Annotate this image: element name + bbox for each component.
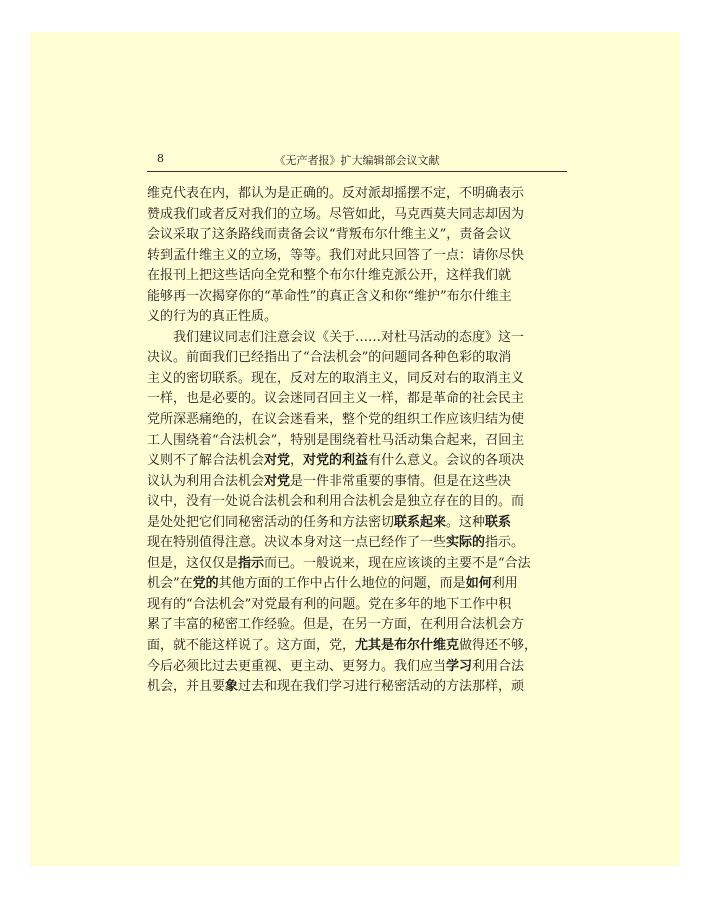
emphasis-text: 实际的 bbox=[446, 535, 486, 551]
text-line bbox=[147, 410, 567, 431]
text-line bbox=[147, 348, 567, 369]
text-segment: 而已。一般说来，现在应该谈的主要不是“合法 bbox=[264, 555, 531, 571]
text-line bbox=[147, 246, 567, 267]
text-line bbox=[147, 513, 567, 534]
text-line bbox=[147, 225, 567, 246]
text-segment: 累了丰富的秘密工作经验。但是，在另一方面，在利用合法机会方 bbox=[147, 617, 525, 633]
emphasis-text: 对党 bbox=[264, 473, 291, 489]
text-segment: 面，就不能这样说了。这方面，党， bbox=[147, 638, 356, 654]
emphasis-text: 如何 bbox=[465, 576, 492, 592]
text-segment: 一样，也是必要的。议会迷同召回主义一样，都是革命的社会民主 bbox=[147, 391, 525, 407]
page-number: 8 bbox=[157, 152, 164, 165]
running-header bbox=[147, 149, 567, 172]
emphasis-text: 指示 bbox=[238, 555, 265, 571]
text-segment: 利用合法 bbox=[472, 658, 525, 674]
text-line bbox=[147, 595, 567, 616]
text-segment: 在报刊上把这些话向全党和整个布尔什维克派公开，这样我们就 bbox=[147, 268, 512, 284]
text-line bbox=[147, 451, 567, 472]
text-segment: 赞成我们或者反对我们的立场。尽管如此，马克西莫夫同志却因为 bbox=[147, 206, 525, 222]
text-line bbox=[147, 307, 567, 328]
emphasis-text: 对党的利益 bbox=[303, 453, 369, 469]
text-segment: 能够再一次揭穿你的“革命性”的真正含义和你“维护”布尔什维主 bbox=[147, 288, 512, 304]
text-line bbox=[147, 636, 567, 657]
text-segment: 义则不了解合法机会 bbox=[147, 453, 265, 469]
text-segment: 有什么意义。会议的各项决 bbox=[368, 453, 525, 469]
text-line bbox=[147, 615, 567, 636]
text-segment: 是处处把它们同秘密活动的任务和方法密切 bbox=[147, 514, 395, 530]
text-segment: 义的行为的真正性质。 bbox=[147, 309, 278, 325]
text-segment: 工人围绕着“合法机会”，特别是围绕着杜马活动集合起来，召回主 bbox=[147, 432, 525, 448]
text-line bbox=[147, 554, 567, 575]
text-segment: 议中，没有一处说合法机会和利用合法机会是独立存在的目的。而 bbox=[147, 494, 525, 510]
text-segment: 做得还不够， bbox=[459, 638, 538, 654]
text-segment: 议认为利用合法机会 bbox=[147, 473, 265, 489]
text-segment: 过去和现在我们学习进行秘密活动的方法那样，顽 bbox=[238, 679, 525, 695]
emphasis-text: 联系 bbox=[485, 514, 512, 530]
text-segment: 现在特别值得注意。决议本身对这一点已经作了一些 bbox=[147, 535, 447, 551]
emphasis-text: 尤其是布尔什维克 bbox=[355, 638, 460, 654]
text-segment: 现有的“合法机会”对党最有利的问题。党在多年的地下工作中积 bbox=[147, 596, 512, 612]
emphasis-text: 学习 bbox=[446, 658, 473, 674]
text-segment: 但是，这仅仅是 bbox=[147, 555, 239, 571]
text-segment: 主义的密切联系。现在，反对左的取消主义，同反对右的取消主义 bbox=[147, 370, 525, 386]
body-text bbox=[147, 184, 567, 698]
text-line bbox=[147, 492, 567, 513]
text-line bbox=[147, 431, 567, 452]
text-segment: 机会”在 bbox=[147, 576, 193, 592]
emphasis-text: 联系起来 bbox=[394, 514, 447, 530]
text-line bbox=[147, 205, 567, 226]
text-line bbox=[147, 677, 567, 698]
text-segment: 机会，并且要 bbox=[147, 679, 226, 695]
emphasis-text: 象 bbox=[225, 679, 239, 695]
text-line bbox=[147, 266, 567, 287]
text-line bbox=[147, 533, 567, 554]
text-segment: 今后必须比过去更重视、更主动、更努力。我们应当 bbox=[147, 658, 447, 674]
text-line bbox=[147, 287, 567, 308]
text-segment: 是一件非常重要的事情。但是在这些决 bbox=[290, 473, 512, 489]
text-line bbox=[147, 657, 567, 678]
text-line bbox=[147, 328, 567, 349]
text-segment: 决议。前面我们已经指出了“合法机会”的问题同各种色彩的取消 bbox=[147, 350, 512, 366]
text-segment: 转到孟什维主义的立场，等等。我们对此只回答了一点：请你尽快 bbox=[147, 247, 525, 263]
text-line bbox=[147, 389, 567, 410]
text-segment: 维克代表在内，都认为是正确的。反对派却摇摆不定，不明确表示 bbox=[147, 186, 525, 201]
text-line bbox=[147, 472, 567, 493]
text-segment: ， bbox=[290, 453, 304, 469]
emphasis-text: 对党 bbox=[264, 453, 291, 469]
text-segment: 党所深恶痛绝的，在议会迷看来，整个党的组织工作应该归结为使 bbox=[147, 412, 525, 428]
text-segment: 会议采取了这条路线而责备会议“背叛布尔什维主义”，责备会议 bbox=[147, 227, 512, 243]
text-line bbox=[147, 574, 567, 595]
running-title: 《无产者报》扩大编辑部会议文献 bbox=[274, 154, 440, 167]
text-line bbox=[147, 184, 567, 205]
text-segment: 指示。 bbox=[485, 535, 525, 551]
text-line bbox=[147, 369, 567, 390]
text-segment: 其他方面的工作中占什么地位的问题，而是 bbox=[218, 576, 466, 592]
text-segment: 利用 bbox=[491, 576, 518, 592]
text-segment: 我们建议同志们注意会议《关于……对杜马活动的态度》这一 bbox=[173, 329, 525, 345]
emphasis-text: 党的 bbox=[192, 576, 219, 592]
text-segment: 。这种 bbox=[446, 514, 486, 530]
